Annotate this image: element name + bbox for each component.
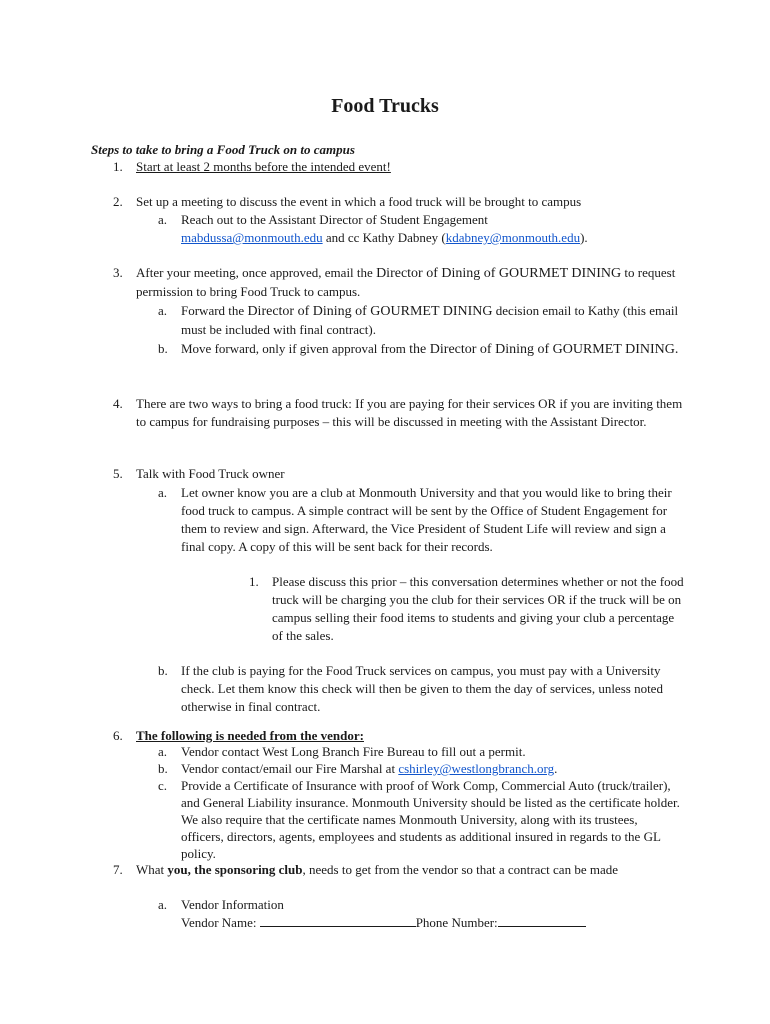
step-6-sub-a	[158, 743, 683, 761]
step-6-sub-c	[158, 777, 683, 862]
email-link-cshirley[interactable]: cshirley@westlongbranch.org	[398, 761, 555, 776]
sub-text	[181, 340, 683, 359]
email-link-kdabney[interactable]: kdabney@monmouth.edu	[445, 230, 581, 245]
step-text-post: , needs to get from the vendor so that a contract can be made	[302, 862, 618, 877]
step-1	[113, 158, 683, 176]
sub-text: Provide a Certificate of Insurance with proof of Work Comp, Commercial Auto (truck/trailer), and General Liability insurance. Monmouth University should be listed as the certificate holder. We also require that the certificate names Monmouth University, along with its trustees, officers, directors, agents, employees and students as additional insured in regards to the GL policy.	[181, 778, 680, 861]
vendor-fields-line	[181, 914, 683, 932]
page-title: Food Trucks	[331, 95, 439, 117]
step-4	[113, 395, 683, 431]
director-title: the Director of Dining of GOURMET DINING.	[409, 342, 679, 357]
step-5	[113, 465, 683, 483]
sub-text-post: ).	[580, 230, 588, 245]
sub-letter: b.	[158, 663, 168, 678]
step-text: There are two ways to bring a food truck: If you are paying for their services OR if you are inviting them to campus for fundraising purposes – this will be discussed in meeting with the Assistant Director.	[136, 396, 683, 429]
step-number: 5.	[113, 466, 123, 481]
step-text-bold: you, the sponsoring club	[167, 862, 303, 877]
sub-text-pre: Forward the	[181, 303, 248, 318]
phone-number-label: Phone Number:	[415, 915, 498, 930]
step-number: 1.	[113, 159, 123, 174]
sub-letter: a.	[158, 485, 168, 500]
step-text: Set up a meeting to discuss the event in which a food truck will be brought to campus	[136, 194, 582, 209]
step-number: 4.	[113, 396, 123, 411]
step-3-sub-a	[158, 302, 683, 339]
step-text	[136, 264, 683, 301]
sub-text-post: decision email to Kathy (this email must be included with final contract).	[181, 303, 679, 337]
step-text: Start at least 2 months before the intended event!	[136, 159, 391, 174]
director-title: Director of Dining of GOURMET DINING	[376, 266, 622, 281]
subsub-text: Please discuss this prior – this conversation determines whether or not the food truck will be charging you the club for their services OR if the truck will be on campus selling their food items to students and giving your club a percentage of the sales.	[272, 574, 684, 643]
step-2-sub-a	[158, 211, 683, 247]
subsub-number: 1.	[249, 574, 259, 589]
step-text-pre: After your meeting, once approved, email the	[136, 265, 377, 280]
phone-number-blank[interactable]	[498, 914, 586, 927]
step-text-post: to request permission to bring Food Truck to campus.	[136, 265, 676, 299]
vendor-name-label: Vendor Name:	[181, 915, 260, 930]
step-2	[113, 193, 683, 211]
vendor-name-blank[interactable]	[260, 914, 416, 927]
sub-text	[181, 211, 683, 247]
step-5-sub-b	[158, 662, 683, 716]
sub-letter: a.	[158, 212, 168, 227]
step-number: 7.	[113, 862, 123, 877]
subtitle: Steps to take to bring a Food Truck on to campus	[91, 142, 355, 157]
step-7	[113, 861, 683, 878]
step-text: The following is needed from the vendor:	[136, 728, 364, 743]
step-number: 3.	[113, 265, 123, 280]
step-3-sub-b	[158, 340, 683, 359]
step-text-pre: What	[136, 862, 168, 877]
sub-letter: a.	[158, 897, 168, 912]
step-number: 2.	[113, 194, 123, 209]
step-6-sub-b	[158, 760, 683, 778]
sub-text: Vendor contact West Long Branch Fire Bureau to fill out a permit.	[181, 744, 526, 759]
step-text	[136, 861, 683, 878]
step-5-sub-a-1	[249, 573, 684, 645]
sub-text	[181, 302, 683, 339]
step-3	[113, 264, 683, 301]
sub-letter: a.	[158, 303, 168, 318]
sub-letter: b.	[158, 341, 168, 356]
director-title: Director of Dining of GOURMET DINING	[247, 304, 493, 319]
sub-text-pre: Reach out to the Assistant Director of Student Engagement	[181, 212, 488, 227]
sub-text: If the club is paying for the Food Truck services on campus, you must pay with a University check. Let them know this check will then be given to them the day of services, unless noted otherwise in final contract.	[181, 663, 663, 714]
vendor-info-heading: Vendor Information	[181, 897, 284, 912]
sub-text	[181, 760, 683, 778]
sub-text-post: .	[554, 761, 558, 776]
sub-letter: b.	[158, 761, 168, 776]
step-7-sub-a	[158, 896, 683, 932]
email-link-mabdussa[interactable]: mabdussa@monmouth.edu	[181, 230, 323, 245]
sub-text-pre: Move forward, only if given approval from	[181, 341, 410, 356]
sub-text-pre: Vendor contact/email our Fire Marshal at	[181, 761, 399, 776]
step-5-sub-a	[158, 484, 683, 556]
step-text: Talk with Food Truck owner	[136, 466, 285, 481]
sub-text-mid: and cc Kathy Dabney (	[322, 230, 446, 245]
sub-text	[181, 896, 683, 932]
sub-letter: c.	[158, 778, 168, 793]
sub-letter: a.	[158, 744, 168, 759]
step-number: 6.	[113, 728, 123, 743]
sub-text: Let owner know you are a club at Monmouth University and that you would like to bring their food truck to campus. A simple contract will be sent by the Office of Student Engagement for them to review and sign. Afterward, the Vice President of Student Life will review and sign a final copy. A copy of this will be sent back for their records.	[181, 485, 672, 554]
